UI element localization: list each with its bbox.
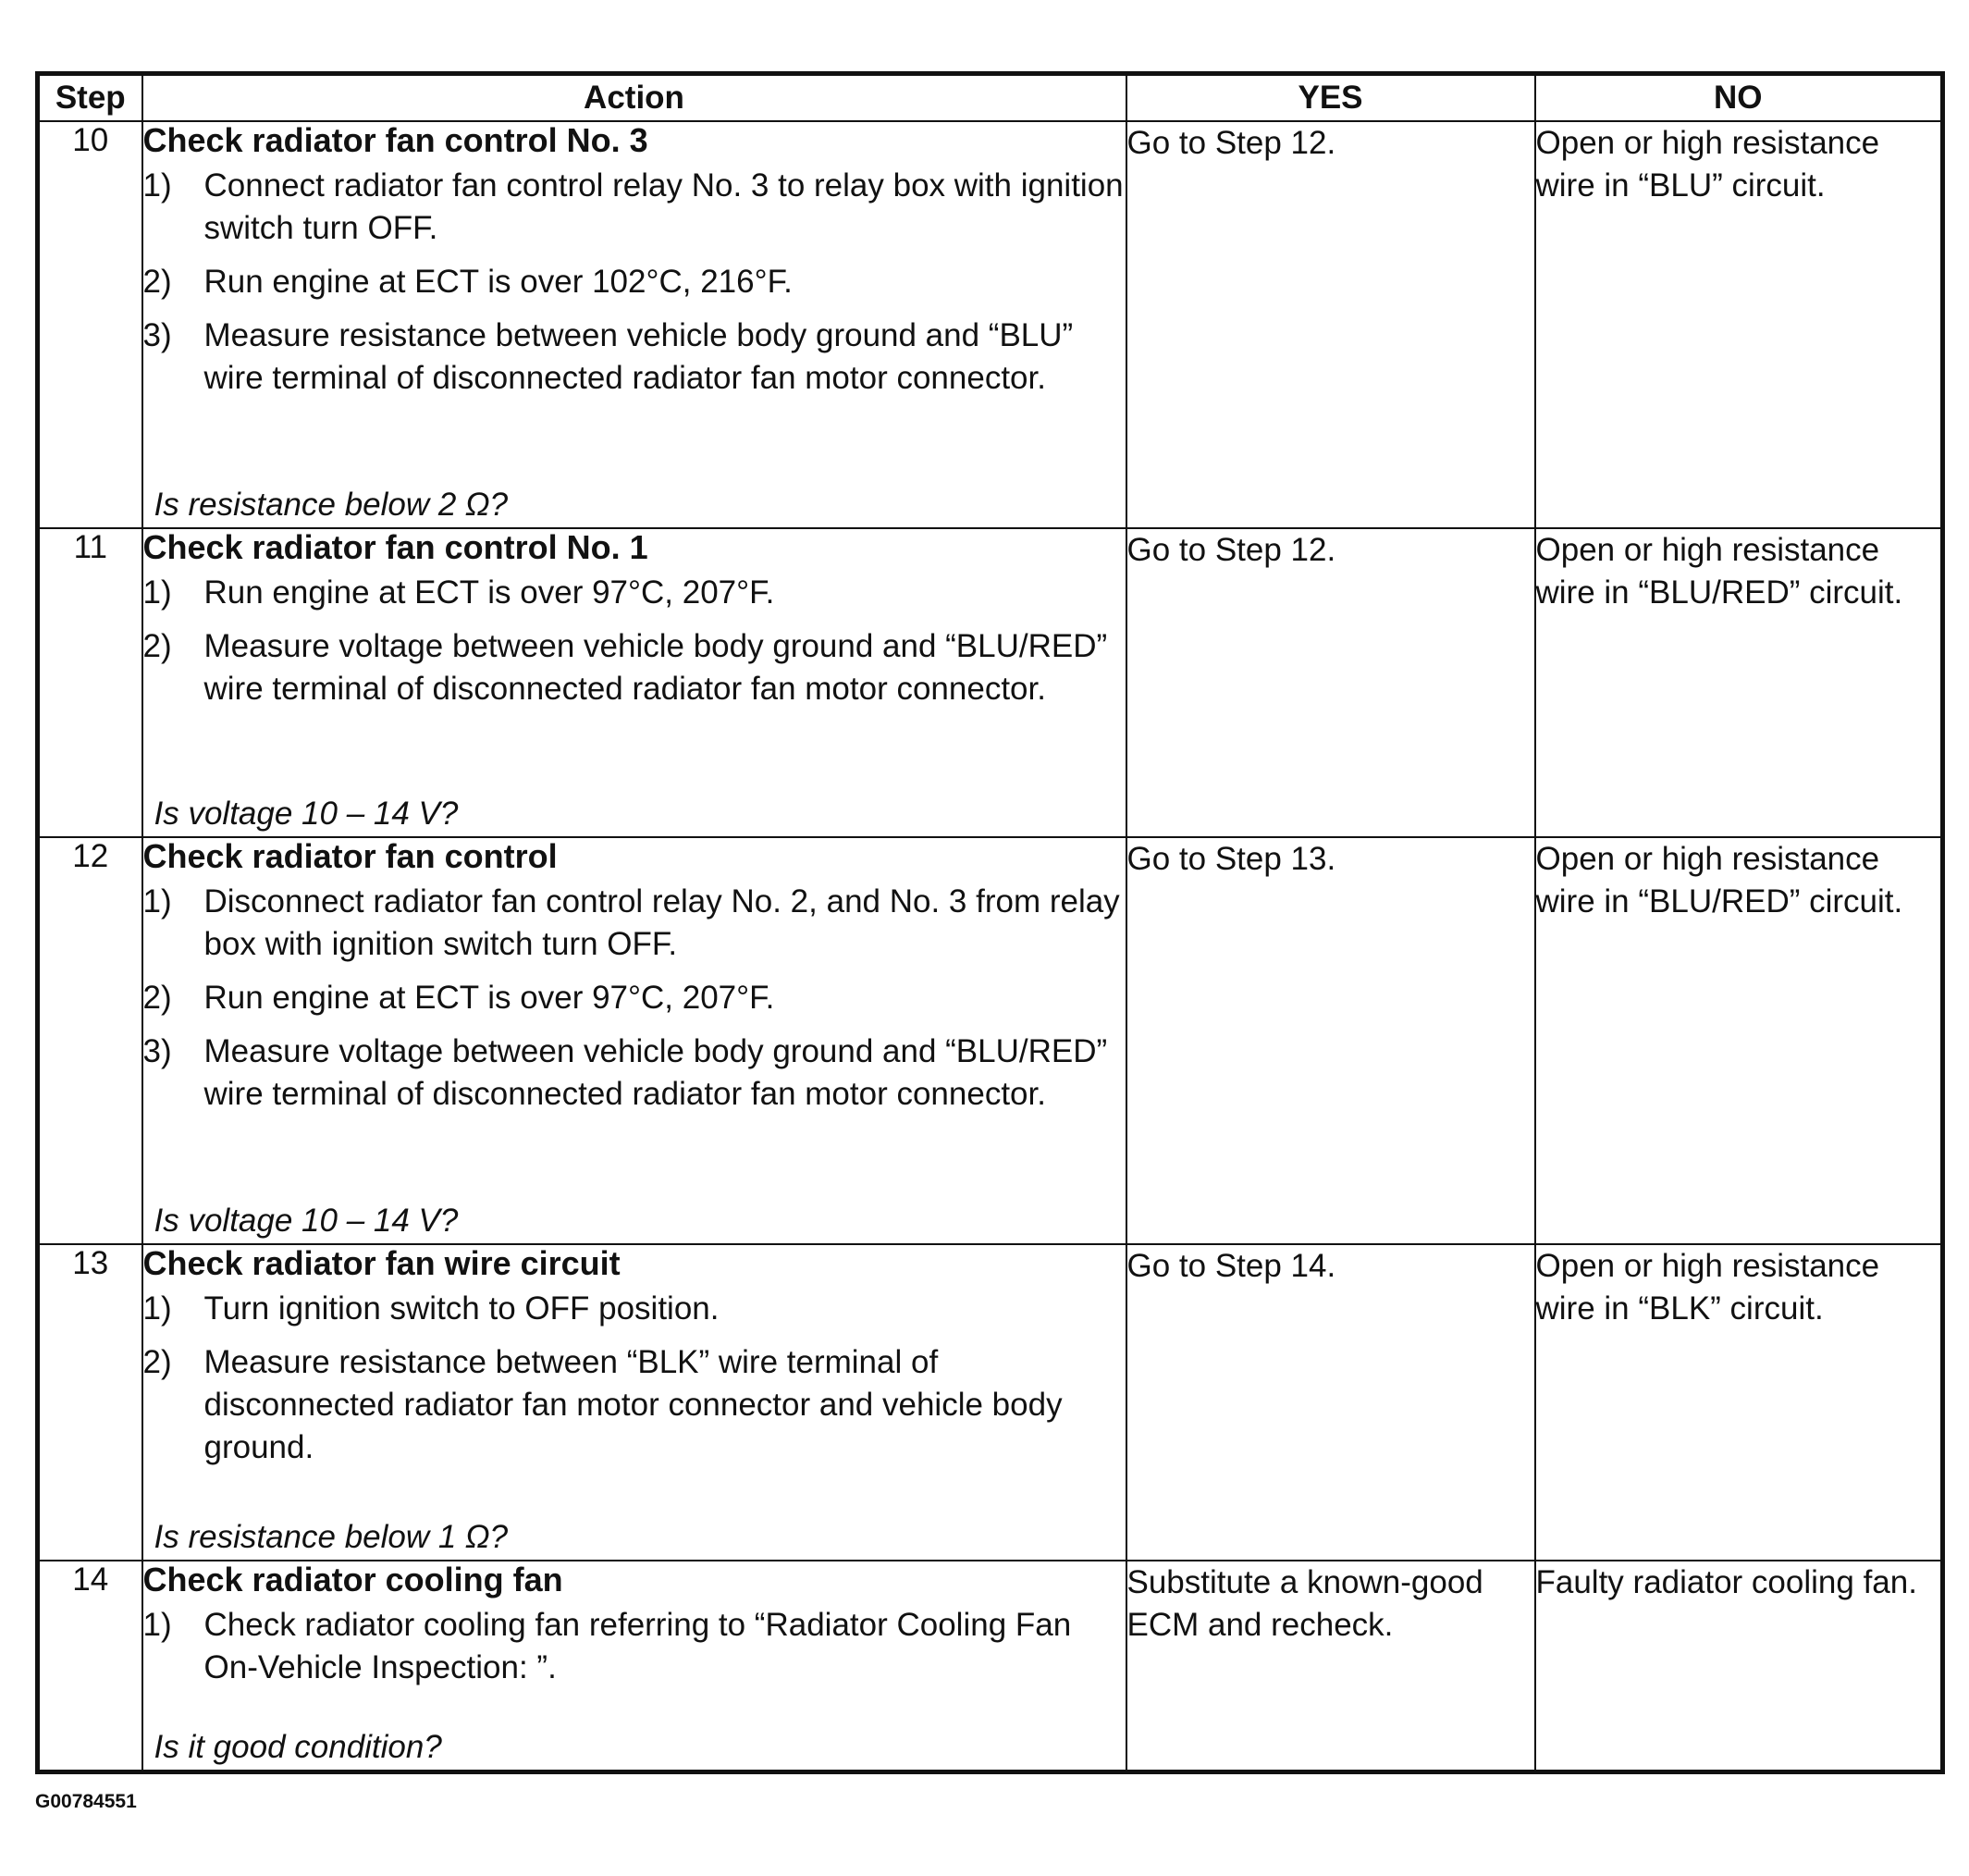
action-step-number: 2) xyxy=(142,980,172,1016)
step-number: 10 xyxy=(38,121,142,528)
action-step xyxy=(143,881,1126,966)
action-steps xyxy=(143,881,1126,1116)
action-step-text: Disconnect radiator fan control relay No. 2, and No. 3 from relay box with ignition switch turn OFF. xyxy=(203,883,1120,962)
action-step-text: Measure resistance between vehicle body ground and “BLU” wire terminal of disconnected radiator fan motor connector. xyxy=(203,317,1074,396)
action-step xyxy=(143,572,1126,614)
no-result: Faulty radiator cooling fan. xyxy=(1535,1561,1943,1771)
table-row xyxy=(38,528,1943,837)
action-step-number: 3) xyxy=(142,1033,172,1069)
yes-result: Go to Step 14. xyxy=(1126,1244,1535,1561)
action-step-text: Connect radiator fan control relay No. 3 to relay box with ignition switch turn OFF. xyxy=(203,167,1124,246)
step-number: 13 xyxy=(38,1244,142,1561)
action-step-text: Measure resistance between “BLK” wire terminal of disconnected radiator fan motor connector and vehicle body ground. xyxy=(203,1344,1063,1465)
header-step: Step xyxy=(38,74,142,122)
yes-result: Go to Step 13. xyxy=(1126,837,1535,1244)
figure-code: G00784551 xyxy=(35,1791,137,1812)
action-cell xyxy=(142,1561,1126,1771)
action-step-number: 1) xyxy=(142,1290,172,1327)
action-step-text: Check radiator cooling fan referring to “Radiator Cooling Fan On-Vehicle Inspection: ”. xyxy=(203,1607,1072,1685)
action-steps xyxy=(143,1604,1126,1689)
action-step-number: 2) xyxy=(142,628,172,664)
action-title: Check radiator fan control xyxy=(142,837,558,875)
step-number: 12 xyxy=(38,837,142,1244)
action-step xyxy=(143,1031,1126,1116)
action-question: Is voltage 10 – 14 V? xyxy=(154,1203,459,1239)
action-step-number: 1) xyxy=(142,167,172,204)
action-step xyxy=(143,315,1126,400)
action-title: Check radiator fan control No. 3 xyxy=(142,121,648,159)
action-cell xyxy=(142,528,1126,837)
action-question: Is voltage 10 – 14 V? xyxy=(154,796,459,832)
table-row xyxy=(38,1244,1943,1561)
action-step-number: 2) xyxy=(142,264,172,300)
table-row xyxy=(38,121,1943,528)
action-title: Check radiator fan control No. 1 xyxy=(142,528,648,566)
action-cell xyxy=(142,1244,1126,1561)
no-result: Open or high resistance wire in “BLK” circuit. xyxy=(1535,1244,1943,1561)
action-step xyxy=(143,1341,1126,1469)
header-yes: YES xyxy=(1126,74,1535,122)
action-title: Check radiator cooling fan xyxy=(142,1561,563,1598)
action-step-text: Turn ignition switch to OFF position. xyxy=(203,1290,720,1327)
no-result: Open or high resistance wire in “BLU/RED” circuit. xyxy=(1535,837,1943,1244)
action-step xyxy=(143,1604,1126,1689)
action-step-number: 3) xyxy=(142,317,172,353)
action-step xyxy=(143,977,1126,1019)
step-number: 11 xyxy=(38,528,142,837)
action-step xyxy=(143,261,1126,303)
yes-result: Go to Step 12. xyxy=(1126,528,1535,837)
action-steps xyxy=(143,165,1126,400)
action-step-number: 1) xyxy=(142,1607,172,1643)
header-no: NO xyxy=(1535,74,1943,122)
action-step-text: Run engine at ECT is over 97°C, 207°F. xyxy=(203,574,775,611)
action-steps xyxy=(143,572,1126,710)
action-step-number: 2) xyxy=(142,1344,172,1380)
action-step-text: Measure voltage between vehicle body ground and “BLU/RED” wire terminal of disconnected radiator fan motor connector. xyxy=(203,1033,1108,1112)
yes-result: Substitute a known-good ECM and recheck. xyxy=(1126,1561,1535,1771)
header-action: Action xyxy=(142,74,1126,122)
step-number: 14 xyxy=(38,1561,142,1771)
table-header-row xyxy=(38,74,1943,122)
no-result: Open or high resistance wire in “BLU” circuit. xyxy=(1535,121,1943,528)
no-result: Open or high resistance wire in “BLU/RED” circuit. xyxy=(1535,528,1943,837)
action-question: Is resistance below 1 Ω? xyxy=(154,1519,509,1555)
action-steps xyxy=(143,1288,1126,1469)
action-step-text: Run engine at ECT is over 97°C, 207°F. xyxy=(203,980,775,1016)
table-row xyxy=(38,837,1943,1244)
diagnostic-table xyxy=(35,71,1945,1774)
action-cell xyxy=(142,837,1126,1244)
action-title: Check radiator fan wire circuit xyxy=(142,1244,621,1282)
action-step-text: Run engine at ECT is over 102°C, 216°F. xyxy=(203,264,793,300)
action-step xyxy=(143,625,1126,710)
yes-result: Go to Step 12. xyxy=(1126,121,1535,528)
action-step-number: 1) xyxy=(142,574,172,611)
action-cell xyxy=(142,121,1126,528)
action-step-text: Measure voltage between vehicle body ground and “BLU/RED” wire terminal of disconnected radiator fan motor connector. xyxy=(203,628,1108,707)
action-question: Is it good condition? xyxy=(154,1728,442,1765)
action-step xyxy=(143,165,1126,250)
action-step xyxy=(143,1288,1126,1330)
table-row xyxy=(38,1561,1943,1771)
action-question: Is resistance below 2 Ω? xyxy=(154,487,509,523)
action-step-number: 1) xyxy=(142,883,172,919)
